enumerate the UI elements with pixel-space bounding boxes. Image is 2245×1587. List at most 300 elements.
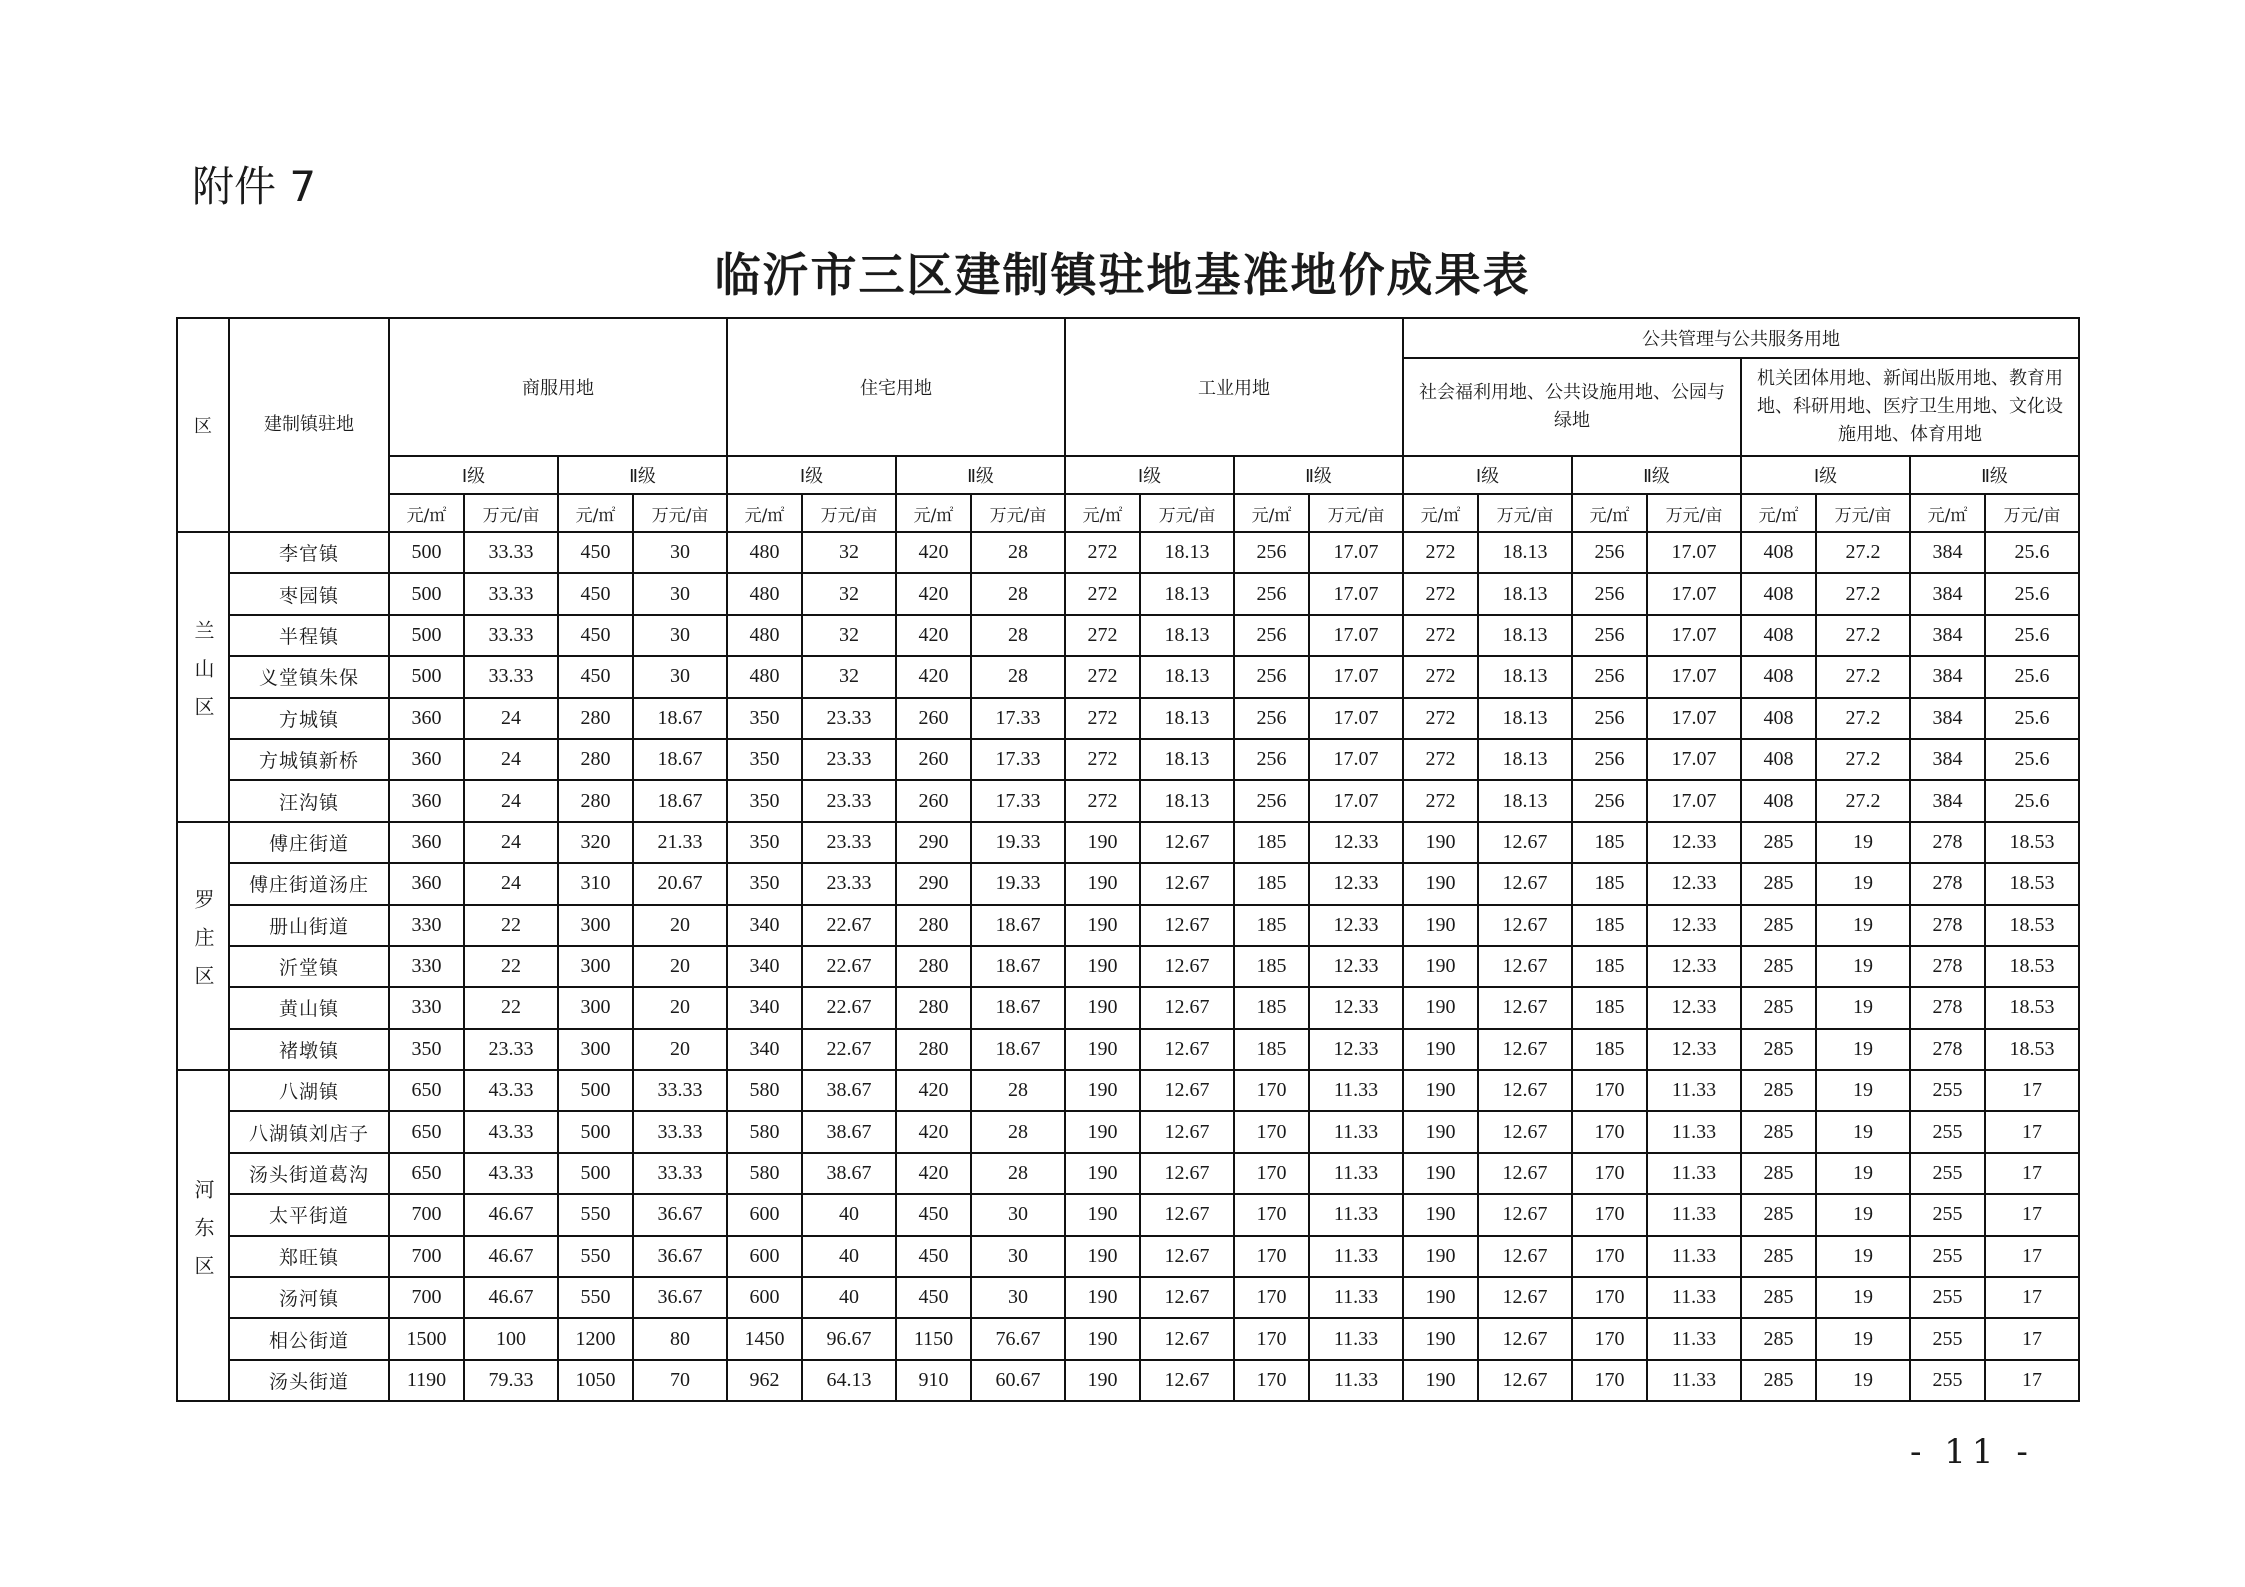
price-cell: 23.33 (802, 780, 896, 821)
price-cell: 12.33 (1309, 863, 1403, 904)
price-cell: 290 (896, 863, 971, 904)
price-cell: 550 (558, 1236, 633, 1277)
price-cell: 12.67 (1478, 905, 1572, 946)
price-cell: 910 (896, 1360, 971, 1401)
price-cell: 76.67 (971, 1318, 1065, 1359)
price-cell: 350 (727, 739, 802, 780)
price-cell: 260 (896, 739, 971, 780)
price-cell: 28 (971, 532, 1065, 573)
header-unit: 万元/亩 (1816, 494, 1910, 532)
header-unit: 元/㎡ (1910, 494, 1985, 532)
price-cell: 190 (1065, 1277, 1140, 1318)
land-price-table (176, 317, 2080, 1402)
price-cell: 420 (896, 1070, 971, 1111)
price-cell: 22 (464, 905, 558, 946)
price-cell: 278 (1910, 822, 1985, 863)
price-cell: 30 (633, 532, 727, 573)
price-cell: 22.67 (802, 905, 896, 946)
price-cell: 11.33 (1647, 1277, 1741, 1318)
price-cell: 17.07 (1647, 573, 1741, 614)
price-cell: 256 (1572, 615, 1647, 656)
price-cell: 170 (1234, 1236, 1309, 1277)
price-cell: 12.67 (1140, 1360, 1234, 1401)
price-cell: 256 (1572, 780, 1647, 821)
price-cell: 260 (896, 698, 971, 739)
table-row (177, 1194, 2079, 1235)
table-row (177, 905, 2079, 946)
price-cell: 420 (896, 615, 971, 656)
price-cell: 19 (1816, 1318, 1910, 1359)
table-row (177, 698, 2079, 739)
price-cell: 28 (971, 615, 1065, 656)
price-cell: 480 (727, 573, 802, 614)
price-cell: 185 (1572, 1029, 1647, 1070)
price-cell: 30 (971, 1236, 1065, 1277)
price-cell: 17.33 (971, 780, 1065, 821)
price-cell: 11.33 (1309, 1194, 1403, 1235)
table-row (177, 1029, 2079, 1070)
price-cell: 170 (1234, 1360, 1309, 1401)
header-unit: 元/㎡ (727, 494, 802, 532)
price-cell: 12.33 (1309, 905, 1403, 946)
table-row (177, 573, 2079, 614)
price-cell: 24 (464, 698, 558, 739)
table-row (177, 987, 2079, 1028)
price-cell: 12.33 (1647, 863, 1741, 904)
price-cell: 28 (971, 573, 1065, 614)
header-level: Ⅱ级 (558, 456, 727, 494)
table-row (177, 532, 2079, 573)
price-cell: 23.33 (802, 739, 896, 780)
price-cell: 1450 (727, 1318, 802, 1359)
price-cell: 33.33 (633, 1153, 727, 1194)
price-cell: 272 (1403, 739, 1478, 780)
table-row (177, 615, 2079, 656)
price-cell: 170 (1234, 1111, 1309, 1152)
price-cell: 33.33 (464, 615, 558, 656)
price-cell: 40 (802, 1277, 896, 1318)
price-cell: 190 (1403, 1360, 1478, 1401)
price-cell: 19 (1816, 987, 1910, 1028)
header-district: 区 (177, 318, 229, 532)
price-cell: 256 (1234, 615, 1309, 656)
price-cell: 285 (1741, 1194, 1816, 1235)
price-cell: 33.33 (633, 1070, 727, 1111)
price-cell: 360 (389, 739, 464, 780)
price-cell: 185 (1234, 863, 1309, 904)
price-cell: 272 (1403, 780, 1478, 821)
price-cell: 22.67 (802, 987, 896, 1028)
price-cell: 190 (1403, 1318, 1478, 1359)
price-cell: 25.6 (1985, 532, 2079, 573)
price-cell: 190 (1065, 1070, 1140, 1111)
header-unit: 万元/亩 (802, 494, 896, 532)
price-cell: 19 (1816, 1236, 1910, 1277)
price-cell: 12.67 (1478, 1029, 1572, 1070)
price-cell: 450 (896, 1194, 971, 1235)
price-cell: 1200 (558, 1318, 633, 1359)
price-cell: 38.67 (802, 1153, 896, 1194)
price-cell: 285 (1741, 1029, 1816, 1070)
price-cell: 25.6 (1985, 698, 2079, 739)
price-cell: 340 (727, 946, 802, 987)
price-cell: 170 (1572, 1070, 1647, 1111)
price-cell: 170 (1234, 1277, 1309, 1318)
price-cell: 285 (1741, 1318, 1816, 1359)
price-cell: 190 (1403, 1277, 1478, 1318)
table-row (177, 1153, 2079, 1194)
price-cell: 17 (1985, 1277, 2079, 1318)
price-cell: 30 (971, 1194, 1065, 1235)
price-cell: 285 (1741, 946, 1816, 987)
price-cell: 190 (1403, 822, 1478, 863)
price-cell: 350 (727, 698, 802, 739)
price-cell: 340 (727, 1029, 802, 1070)
price-cell: 19 (1816, 1070, 1910, 1111)
table-row (177, 1360, 2079, 1401)
price-cell: 170 (1572, 1360, 1647, 1401)
price-cell: 408 (1741, 698, 1816, 739)
header-level: Ⅱ级 (1572, 456, 1741, 494)
price-cell: 17.07 (1309, 573, 1403, 614)
price-cell: 17.07 (1647, 739, 1741, 780)
price-cell: 330 (389, 946, 464, 987)
price-cell: 40 (802, 1236, 896, 1277)
price-cell: 12.33 (1309, 1029, 1403, 1070)
price-cell: 255 (1910, 1153, 1985, 1194)
town-name: 方城镇 (229, 698, 389, 739)
price-cell: 256 (1234, 739, 1309, 780)
table-header (177, 318, 2079, 532)
price-cell: 500 (558, 1070, 633, 1111)
price-cell: 190 (1065, 822, 1140, 863)
price-cell: 20 (633, 946, 727, 987)
town-name: 册山街道 (229, 905, 389, 946)
header-unit: 元/㎡ (389, 494, 464, 532)
price-cell: 420 (896, 1153, 971, 1194)
price-cell: 12.67 (1478, 946, 1572, 987)
price-cell: 12.67 (1478, 1194, 1572, 1235)
price-cell: 185 (1234, 946, 1309, 987)
price-cell: 384 (1910, 573, 1985, 614)
town-name: 傅庄街道 (229, 822, 389, 863)
price-cell: 1500 (389, 1318, 464, 1359)
price-cell: 962 (727, 1360, 802, 1401)
price-cell: 30 (633, 615, 727, 656)
price-cell: 19.33 (971, 863, 1065, 904)
header-unit: 元/㎡ (558, 494, 633, 532)
price-cell: 17 (1985, 1236, 2079, 1277)
price-cell: 17.07 (1309, 698, 1403, 739)
price-cell: 170 (1234, 1070, 1309, 1111)
price-cell: 18.67 (971, 1029, 1065, 1070)
price-cell: 550 (558, 1277, 633, 1318)
price-cell: 408 (1741, 615, 1816, 656)
price-cell: 300 (558, 946, 633, 987)
price-cell: 18.67 (971, 946, 1065, 987)
price-cell: 278 (1910, 946, 1985, 987)
price-cell: 580 (727, 1070, 802, 1111)
price-cell: 18.67 (971, 905, 1065, 946)
price-cell: 22 (464, 946, 558, 987)
price-cell: 19 (1816, 1111, 1910, 1152)
price-cell: 190 (1403, 1070, 1478, 1111)
price-cell: 190 (1065, 1194, 1140, 1235)
price-cell: 500 (558, 1111, 633, 1152)
price-cell: 12.67 (1140, 863, 1234, 904)
price-cell: 190 (1403, 1194, 1478, 1235)
price-cell: 12.33 (1647, 946, 1741, 987)
price-cell: 285 (1741, 1153, 1816, 1194)
price-cell: 11.33 (1309, 1277, 1403, 1318)
price-cell: 280 (896, 946, 971, 987)
price-cell: 18.13 (1140, 698, 1234, 739)
price-cell: 17 (1985, 1194, 2079, 1235)
header-row (177, 456, 2079, 494)
price-cell: 46.67 (464, 1277, 558, 1318)
price-cell: 450 (558, 573, 633, 614)
price-cell: 80 (633, 1318, 727, 1359)
price-cell: 11.33 (1309, 1318, 1403, 1359)
price-cell: 190 (1065, 905, 1140, 946)
price-cell: 278 (1910, 987, 1985, 1028)
price-cell: 18.53 (1985, 946, 2079, 987)
price-cell: 1050 (558, 1360, 633, 1401)
price-cell: 408 (1741, 573, 1816, 614)
price-cell: 11.33 (1309, 1070, 1403, 1111)
price-cell: 12.67 (1140, 1111, 1234, 1152)
price-cell: 64.13 (802, 1360, 896, 1401)
price-cell: 12.33 (1647, 822, 1741, 863)
price-cell: 480 (727, 532, 802, 573)
price-cell: 408 (1741, 780, 1816, 821)
header-level: Ⅰ级 (389, 456, 558, 494)
price-cell: 256 (1572, 698, 1647, 739)
price-cell: 19 (1816, 822, 1910, 863)
price-cell: 255 (1910, 1277, 1985, 1318)
price-cell: 17 (1985, 1318, 2079, 1359)
table-row (177, 1277, 2079, 1318)
price-cell: 32 (802, 615, 896, 656)
price-cell: 38.67 (802, 1111, 896, 1152)
price-cell: 550 (558, 1194, 633, 1235)
price-cell: 272 (1065, 739, 1140, 780)
price-cell: 170 (1572, 1111, 1647, 1152)
price-cell: 190 (1065, 1360, 1140, 1401)
price-cell: 290 (896, 822, 971, 863)
price-cell: 12.67 (1478, 822, 1572, 863)
price-cell: 18.13 (1140, 780, 1234, 821)
header-unit: 元/㎡ (896, 494, 971, 532)
header-unit: 万元/亩 (1309, 494, 1403, 532)
price-cell: 12.67 (1140, 946, 1234, 987)
price-cell: 12.33 (1647, 1029, 1741, 1070)
price-cell: 11.33 (1647, 1194, 1741, 1235)
price-cell: 33.33 (464, 532, 558, 573)
price-cell: 28 (971, 656, 1065, 697)
header-public-group: 公共管理与公共服务用地 (1403, 318, 2079, 358)
price-cell: 46.67 (464, 1236, 558, 1277)
price-cell: 27.2 (1816, 656, 1910, 697)
price-cell: 1150 (896, 1318, 971, 1359)
price-cell: 24 (464, 780, 558, 821)
price-cell: 18.53 (1985, 1029, 2079, 1070)
price-cell: 278 (1910, 863, 1985, 904)
price-cell: 27.2 (1816, 780, 1910, 821)
price-cell: 280 (896, 1029, 971, 1070)
header-land-type: 住宅用地 (727, 318, 1065, 456)
header-unit: 元/㎡ (1572, 494, 1647, 532)
price-cell: 17.07 (1309, 739, 1403, 780)
price-cell: 79.33 (464, 1360, 558, 1401)
price-cell: 18.67 (971, 987, 1065, 1028)
price-cell: 25.6 (1985, 739, 2079, 780)
price-cell: 170 (1572, 1194, 1647, 1235)
price-cell: 36.67 (633, 1277, 727, 1318)
price-cell: 18.13 (1478, 780, 1572, 821)
table-row (177, 1318, 2079, 1359)
header-public-subtype: 机关团体用地、新闻出版用地、教育用地、科研用地、医疗卫生用地、文化设施用地、体育用地 (1741, 358, 2079, 456)
header-level: Ⅰ级 (727, 456, 896, 494)
town-name: 方城镇新桥 (229, 739, 389, 780)
price-cell: 19 (1816, 1277, 1910, 1318)
price-cell: 300 (558, 987, 633, 1028)
price-cell: 272 (1065, 573, 1140, 614)
town-name: 褚墩镇 (229, 1029, 389, 1070)
price-cell: 17.07 (1309, 615, 1403, 656)
price-cell: 18.53 (1985, 987, 2079, 1028)
price-cell: 12.67 (1140, 822, 1234, 863)
price-cell: 340 (727, 905, 802, 946)
price-cell: 256 (1572, 532, 1647, 573)
price-cell: 360 (389, 863, 464, 904)
price-cell: 19 (1816, 1194, 1910, 1235)
price-cell: 272 (1403, 656, 1478, 697)
price-cell: 650 (389, 1070, 464, 1111)
price-cell: 280 (896, 905, 971, 946)
price-cell: 18.13 (1478, 698, 1572, 739)
header-unit: 元/㎡ (1065, 494, 1140, 532)
price-cell: 27.2 (1816, 698, 1910, 739)
price-cell: 1190 (389, 1360, 464, 1401)
price-cell: 170 (1234, 1153, 1309, 1194)
price-cell: 22.67 (802, 1029, 896, 1070)
price-cell: 450 (558, 615, 633, 656)
price-cell: 300 (558, 1029, 633, 1070)
header-row (177, 494, 2079, 532)
price-cell: 190 (1403, 1029, 1478, 1070)
price-cell: 330 (389, 905, 464, 946)
price-cell: 12.67 (1140, 1070, 1234, 1111)
price-cell: 25.6 (1985, 615, 2079, 656)
price-cell: 17.07 (1647, 698, 1741, 739)
price-cell: 310 (558, 863, 633, 904)
price-cell: 278 (1910, 1029, 1985, 1070)
price-cell: 285 (1741, 1111, 1816, 1152)
price-cell: 255 (1910, 1111, 1985, 1152)
price-cell: 17.07 (1309, 780, 1403, 821)
price-cell: 170 (1572, 1153, 1647, 1194)
price-cell: 256 (1234, 656, 1309, 697)
town-name: 沂堂镇 (229, 946, 389, 987)
price-cell: 12.67 (1140, 1194, 1234, 1235)
price-cell: 24 (464, 822, 558, 863)
price-cell: 60.67 (971, 1360, 1065, 1401)
price-cell: 278 (1910, 905, 1985, 946)
price-cell: 30 (633, 656, 727, 697)
price-cell: 12.67 (1478, 1070, 1572, 1111)
price-cell: 12.67 (1478, 1111, 1572, 1152)
price-cell: 350 (727, 780, 802, 821)
price-cell: 256 (1572, 739, 1647, 780)
price-cell: 255 (1910, 1070, 1985, 1111)
price-cell: 408 (1741, 739, 1816, 780)
price-cell: 18.13 (1140, 656, 1234, 697)
price-cell: 46.67 (464, 1194, 558, 1235)
price-cell: 12.67 (1140, 987, 1234, 1028)
price-cell: 22.67 (802, 946, 896, 987)
header-level: Ⅱ级 (896, 456, 1065, 494)
price-cell: 33.33 (633, 1111, 727, 1152)
price-cell: 17.33 (971, 739, 1065, 780)
price-cell: 27.2 (1816, 739, 1910, 780)
price-cell: 256 (1234, 780, 1309, 821)
price-cell: 190 (1403, 1236, 1478, 1277)
price-cell: 40 (802, 1194, 896, 1235)
price-cell: 500 (558, 1153, 633, 1194)
price-cell: 190 (1065, 1318, 1140, 1359)
price-cell: 500 (389, 615, 464, 656)
price-cell: 17.07 (1309, 532, 1403, 573)
table-row (177, 946, 2079, 987)
price-cell: 255 (1910, 1318, 1985, 1359)
price-cell: 420 (896, 532, 971, 573)
price-cell: 12.33 (1309, 946, 1403, 987)
price-cell: 12.67 (1478, 863, 1572, 904)
price-cell: 272 (1065, 532, 1140, 573)
price-cell: 18.13 (1478, 573, 1572, 614)
price-cell: 190 (1065, 946, 1140, 987)
price-cell: 170 (1572, 1236, 1647, 1277)
price-cell: 420 (896, 1111, 971, 1152)
table-body (177, 532, 2079, 1401)
price-cell: 190 (1403, 905, 1478, 946)
price-cell: 28 (971, 1153, 1065, 1194)
town-name: 傅庄街道汤庄 (229, 863, 389, 904)
town-name: 八湖镇刘店子 (229, 1111, 389, 1152)
price-cell: 330 (389, 987, 464, 1028)
price-cell: 272 (1065, 615, 1140, 656)
price-cell: 185 (1234, 822, 1309, 863)
table-row (177, 863, 2079, 904)
price-cell: 350 (389, 1029, 464, 1070)
header-land-type: 工业用地 (1065, 318, 1403, 456)
price-cell: 19 (1816, 905, 1910, 946)
town-name: 郑旺镇 (229, 1236, 389, 1277)
price-cell: 11.33 (1309, 1236, 1403, 1277)
price-cell: 170 (1234, 1318, 1309, 1359)
price-cell: 17 (1985, 1360, 2079, 1401)
price-cell: 272 (1065, 780, 1140, 821)
price-cell: 170 (1572, 1318, 1647, 1359)
price-cell: 11.33 (1309, 1360, 1403, 1401)
price-cell: 420 (896, 573, 971, 614)
price-cell: 11.33 (1647, 1236, 1741, 1277)
header-unit: 万元/亩 (971, 494, 1065, 532)
town-name: 半程镇 (229, 615, 389, 656)
price-cell: 272 (1403, 615, 1478, 656)
header-unit: 万元/亩 (464, 494, 558, 532)
